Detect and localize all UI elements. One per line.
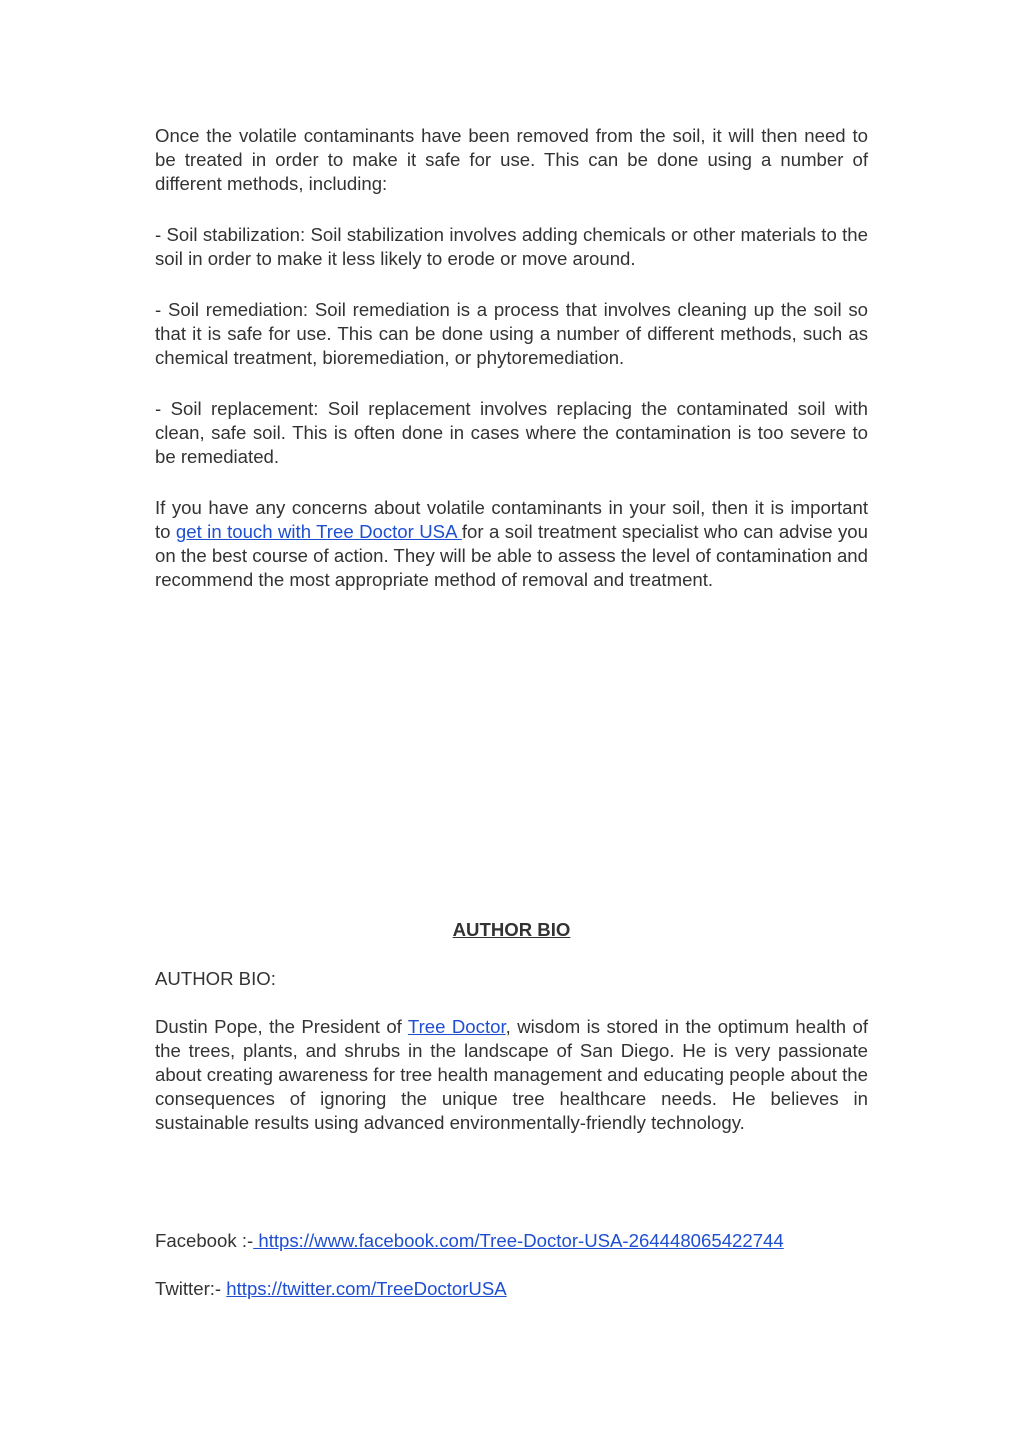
bio-text-after: , wisdom is stored in the optimum health of the trees, plants, and shrubs in the landscape of San Diego. He is very passionate about creating awareness for tree health management and educating people about the consequences of ignoring the unique tree healthcare needs. He believes in sustainable results using advanced environmentally-friendly technology. [155, 1016, 868, 1133]
twitter-line [155, 1277, 868, 1301]
author-bio-text [155, 1015, 868, 1135]
tree-doctor-link[interactable]: Tree Doctor [407, 1016, 506, 1037]
author-bio-section [155, 967, 868, 1135]
facebook-label: Facebook :- [155, 1230, 254, 1251]
paragraph-contact [155, 496, 868, 592]
contact-text-after: for a soil treatment specialist who can advise you on the best course of action. They will be able to assess the level of contamination and recommend the most appropriate method of removal and treatment. [155, 521, 868, 590]
facebook-line [155, 1229, 868, 1253]
bio-text-before: Dustin Pope, the President of [155, 1016, 408, 1037]
facebook-link[interactable]: https://www.facebook.com/Tree-Doctor-USA-264448065422744 [253, 1230, 784, 1251]
contact-text-before: If you have any concerns about volatile contaminants in your soil, then it is important to [155, 497, 868, 542]
author-bio-label: AUTHOR BIO: [155, 968, 276, 989]
paragraph-soil-remediation: - Soil remediation: Soil remediation is a process that involves cleaning up the soil so that it is safe for use. This can be done using a number of different methods, such as chemical treatment, bioremediation, or phytoremediation. [155, 299, 868, 368]
twitter-label: Twitter:- [155, 1278, 227, 1299]
author-bio-heading: AUTHOR BIO [452, 919, 571, 940]
document-body [155, 124, 868, 592]
paragraph-soil-stabilization: - Soil stabilization: Soil stabilization involves adding chemicals or other materials to the soil in order to make it less likely to erode or move around. [155, 224, 868, 269]
paragraph-treatment-intro: Once the volatile contaminants have been removed from the soil, it will then need to be treated in order to make it safe for use. This can be done using a number of different methods, including: [155, 125, 868, 194]
twitter-link[interactable]: https://twitter.com/TreeDoctorUSA [226, 1278, 507, 1299]
tree-doctor-contact-link[interactable]: get in touch with Tree Doctor USA [175, 521, 462, 542]
paragraph-soil-replacement: - Soil replacement: Soil replacement involves replacing the contaminated soil with clean, safe soil. This is often done in cases where the contamination is too severe to be remediated. [155, 398, 868, 467]
